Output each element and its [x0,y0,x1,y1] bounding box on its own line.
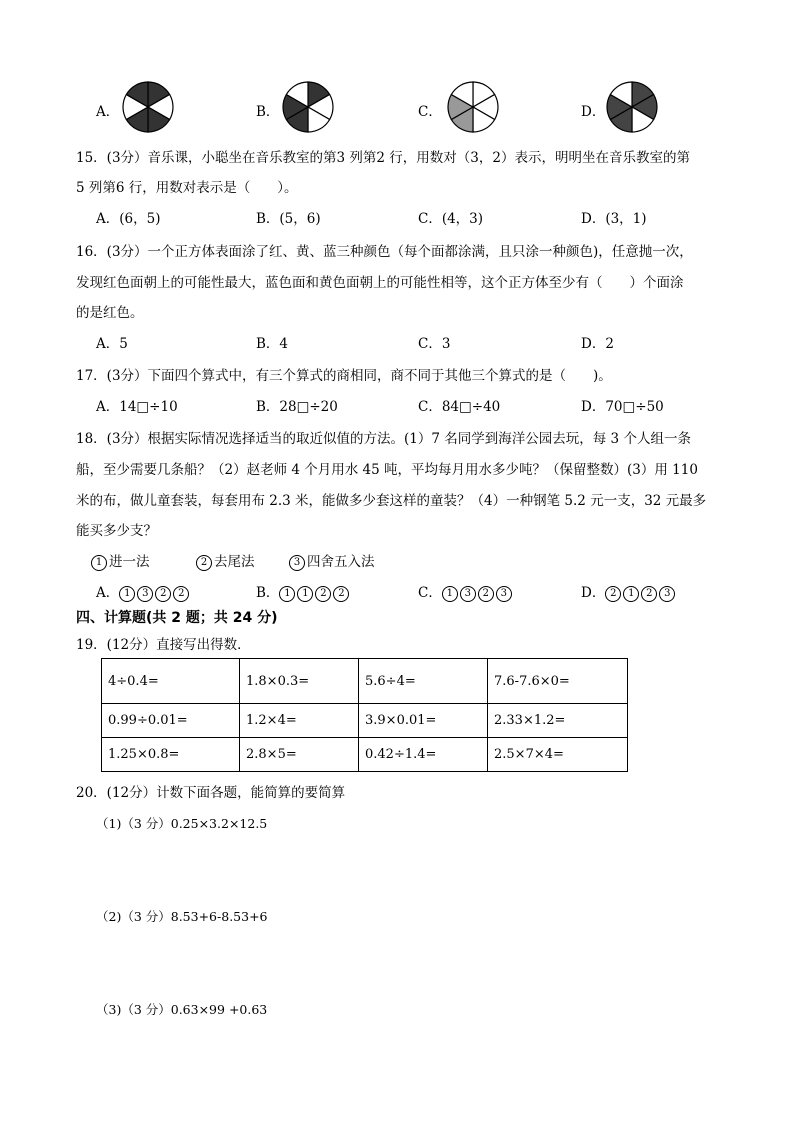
q18-method-3 [289,550,375,571]
option-label: B． [256,585,280,601]
table-cell: 2.33×1.2= [488,704,628,738]
q14-option-d-pie [605,80,659,134]
circled-number: 2 [196,555,212,571]
q16-stem-line1: 16．(3分）一个正方体表面涂了红、黄、蓝三种颜色（每个面都涂满，且只涂一种颜色)，任意抛一次， [76,244,693,260]
q17-option-a: A．14□÷10 [96,399,178,415]
circled-number: 1 [442,586,458,602]
circled-number: 3 [496,586,512,602]
table-cell: 0.99÷0.01= [102,704,240,738]
q18-option-d [581,581,677,602]
circled-number: 2 [173,586,189,602]
section-title: 四、计算题(共 2 题；共 24 分) [76,610,278,626]
q20-sub1: （1)（3 分）0.25×3.2×12.5 [96,816,268,831]
table-cell: 2.5×7×4= [488,738,628,772]
q17-option-b: B．28□÷20 [256,399,338,415]
circled-number: 1 [119,586,135,602]
q15-stem-line2: 5 列第6 行，用数对表示是（ ）。 [76,180,298,196]
circled-number: 1 [91,555,107,571]
q20-sub2: （2)（3 分）8.53+6-8.53+6 [96,909,268,924]
q16-option-b: B．4 [256,336,289,352]
option-label: C． [418,585,442,601]
circled-number: 3 [460,586,476,602]
option-label: A． [96,585,120,601]
method-text: 四舍五入法 [307,554,375,570]
circled-number: 2 [605,586,621,602]
q20-sub3: （3)（3 分）0.63×99 +0.63 [96,1002,268,1017]
method-text: 去尾法 [214,554,255,570]
circled-number: 3 [659,586,675,602]
table-cell: 2.8×5= [240,738,359,772]
circled-number: 1 [297,586,313,602]
q14-option-b-pie [281,80,335,134]
q16-stem-line3: 的是红色。 [76,305,144,321]
table-cell: 1.2×4= [240,704,359,738]
table-cell: 3.9×0.01= [359,704,488,738]
table-cell: 4÷0.4= [102,659,240,704]
method-text: 进一法 [109,554,150,570]
q15-option-b: B．(5，6) [256,211,321,227]
q16-option-c: C．3 [418,336,451,352]
circled-number: 3 [289,555,305,571]
table-cell: 1.8×0.3= [240,659,359,704]
q18-stem-line4: 能买多少支？ [76,523,157,539]
circled-number: 2 [333,586,349,602]
q18-method-2 [196,550,255,571]
q14-option-a-label: A． [96,104,120,120]
q14-option-c-pie [446,80,500,134]
circled-number: 1 [279,586,295,602]
table-row [102,738,628,772]
q18-method-1 [91,550,150,571]
q18-option-c [418,581,514,602]
q19-calc-table [101,658,628,772]
circled-number: 2 [641,586,657,602]
table-cell: 7.6-7.6×0= [488,659,628,704]
table-cell: 1.25×0.8= [102,738,240,772]
q16-stem-line2: 发现红色面朝上的可能性最大，蓝色面和黄色面朝上的可能性相等，这个正方体至少有（ ）个面涂 [76,275,684,291]
q14-option-b-label: B． [256,104,280,120]
circled-number: 2 [478,586,494,602]
q18-stem-line2: 船，至少需要几条船？（2）赵老师 4 个月用水 45 吨，平均每月用水多少吨？（保留整数）(3）用 110 [76,462,698,478]
q18-stem-line3: 米的布，做儿童套装，每套用布 2.3 米，能做多少套这样的童装？（4）一种钢笔 5.2 元一支，32 元最多 [76,493,707,509]
circled-number: 2 [315,586,331,602]
circled-number: 1 [623,586,639,602]
q19-title: 19．(12分）直接写出得数． [76,637,251,653]
q16-option-a: A．5 [96,336,128,352]
q14-option-d-label: D． [581,104,606,120]
q15-option-c: C．(4，3) [418,211,484,227]
q14-option-c-label: C． [418,104,442,120]
q17-option-d: D．70□÷50 [581,399,664,415]
q18-option-b [256,581,351,602]
table-cell: 5.6÷4= [359,659,488,704]
q20-title: 20．(12分）计数下面各题，能简算的要简算 [76,785,346,801]
q14-option-a-pie [121,80,175,134]
q16-option-d: D．2 [581,336,614,352]
q18-stem-line1: 18．(3分）根据实际情况选择适当的取近似值的方法。(1）7 名同学到海洋公园去玩，每 3 个人组一条 [76,431,691,447]
table-row [102,704,628,738]
q15-option-d: D．(3，1) [581,211,647,227]
q18-option-a [96,581,191,602]
circled-number: 2 [155,586,171,602]
q15-stem-line1: 15．(3分）音乐课，小聪坐在音乐教室的第3 列第2 行，用数对（3，2）表示，明明坐在音乐教室的第 [76,150,690,166]
q15-option-a: A．(6，5) [96,211,161,227]
table-row [102,659,628,704]
option-label: D． [581,585,606,601]
q17-stem: 17．(3分）下面四个算式中，有三个算式的商相同，商不同于其他三个算式的是（ )。 [76,368,612,384]
table-cell: 0.42÷1.4= [359,738,488,772]
circled-number: 3 [137,586,153,602]
q17-option-c: C．84□÷40 [418,399,501,415]
